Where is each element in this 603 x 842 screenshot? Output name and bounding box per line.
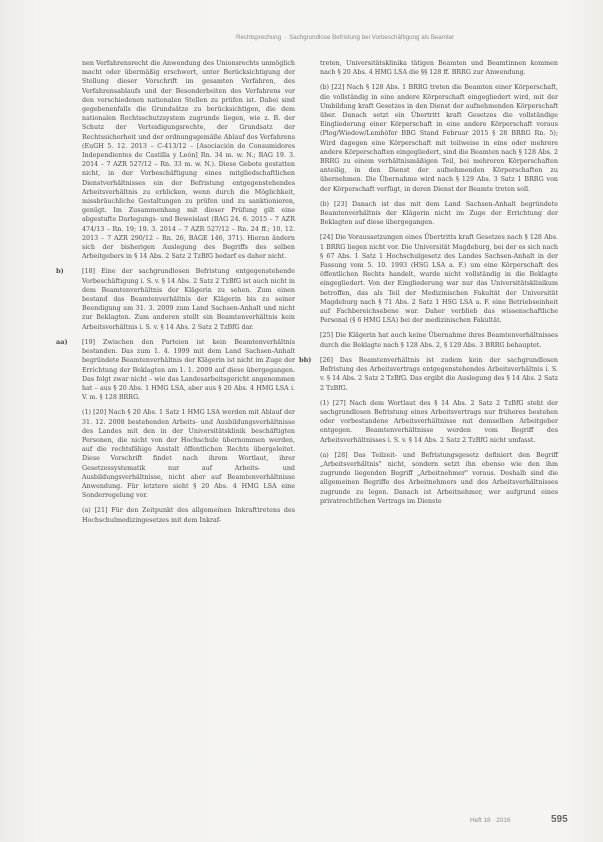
issue-label: Heft 18 · 2016 [470, 817, 511, 824]
paragraph-text: (1) [20] Nach § 20 Abs. 1 Satz 1 HMG LSA werden mit Ablauf der 31. 12. 2008 bestehenden Arbeits- und Ausbildungsverhältnisse des Landes mit den in der Universitätsklinik beschäftigten Personen, die nicht von der Hochschule übernommen werden, auf die rechtsfähige Anstalt öffentlichen Rechts übergeleitet. Diese Vorschrift findet nach ihrem Wortlaut, ihrer Gesetzessystematik nur auf Arbeits- und Ausbildungsverhältnisse, nicht aber auf Beamtenverhältnisse Anwendung. Für letztere sieht § 20 Abs. 4 HMG LSA eine Sonderregelung vor. [82, 409, 295, 500]
page-number: 595 [551, 814, 568, 825]
right-column [299, 59, 558, 512]
paragraph [82, 506, 295, 524]
paragraph [320, 83, 558, 193]
paragraph [320, 331, 558, 349]
paragraph-text: [19] Zwischen den Parteien ist kein Beamtenverhältnis bestanden. Das zum 1. 4. 1999 mit dem Land Sachsen-Anhalt begründete Beamtenverhältnis der Klägerin ist nicht im Zuge der Errichtung der Beklagten am 1. 1. 2009 auf diese übergegangen. Das folgt zwar nicht – wie das Landesarbeitsgericht angenommen hat – aus § 20 Abs. 1 HMG LSA, aber aus § 20 Abs. 4 HMG LSA i. V. m. § 128 BRRG. [82, 338, 295, 402]
paragraph-text: [18] Eine der sachgrundlosen Befristung entgegenstehende Vorbeschäftigung i. S. v. § 14 Abs. 2 Satz 2 TzBfG ist auch nicht in dem Beamtenverhältnis der Klägerin zu sehen. Zum einen bestand das Beamtenverhältnis der Klägerin bis zu seiner Beendigung am 31. 3. 2009 zum Land Sachsen-Anhalt und nicht zur Beklagten. Zum anderen stellt ein Beamtenverhältnis kein Arbeitsverhältnis i. S. v. § 14 Abs. 2 Satz 2 TzBfG dar. [82, 268, 295, 331]
paragraph [320, 399, 558, 445]
running-header [236, 34, 576, 41]
paragraph-text: nen Verfahrensrecht die Anwendung des Unionsrechts unmöglich macht oder übermäßig erschwert, unter Berücksichtigung der Stellung dieser Vorschrift im gesamten Verfahren, des Verfahrensablaufs und der Besonderheiten des Verfahrens vor den verschiedenen nationalen Stellen zu prüfen ist. Dabei sind gegebenenfalls die Grundsätze zu berücksichtigen, die dem nationalen Rechtsschutzsystem zugrunde liegen, wie z. B. der Schutz der Verteidigungsrechte, der Grundsatz der Rechtssicherheit und der ordnungsgemäße Ablauf des Verfahrens (EuGH 5. 12. 2013 – C-413/12 – [Asociación de Consumidores Independientes de Castilla y León] Rn. 34 m. w. N.; BAG 19. 3. 2014 – 7 AZR 527/12 – Rn. 33 m. w. N.). Diese Gebote gestatten nicht, in der Vorbeschäftigung eines mitgliedschaftlichen Dienstverhältnisses ein der Befristung entgegenstehendes Arbeitsverhältnis zu erblicken, wenn durch die Möglichkeit, missbräuchliche Gestaltungen zu prüfen und zu sanktionieren, genügt. Im Zusammenhang mit dieser Prüfung gilt eine abgestufte Darlegungs- und Beweislast (BAG 24. 6. 2015 – 7 AZR 474/13 – Rn. 19; 19. 3. 2014 – 7 AZR 527/12 – Rn. 24 ff.; 10. 12. 2013 – 7 AZR 290/12 – Rn. 26, BAGE 146, 371). Hieran ändern sich der bisherigen Auslegung des Begriffs des selben Arbeitgebers in § 14 Abs. 2 Satz 2 TzBfG bedarf es daher nicht. [82, 60, 295, 261]
paragraph-text: [26] Das Beamtenverhältnis ist zudem kein der sachgrundlosen Befristung des Arbeitsvertrags entgegenstehendes Arbeitsverhältnis i. S. v. § 14 Abs. 2 Satz 2 TzBfG. Das ergibt die Auslegung des § 14 Abs. 2 Satz 2 TzBfG. [320, 356, 558, 392]
paragraph [320, 59, 558, 77]
paragraph [56, 267, 295, 331]
paragraph [320, 200, 558, 228]
header-separator: · [284, 34, 287, 41]
paragraph-marker: bb) [299, 355, 312, 364]
paragraph [82, 408, 295, 500]
paragraph-text: [24] Die Voraussetzungen eines Übertritts kraft Gesetzes nach § 128 Abs. 1 BRRG liegen nicht vor. Die Universität Magdeburg, bei der es sich nach § 67 Abs. 1 Satz 1 Hochschulgesetz des Landes Sachsen-Anhalt in der Fassung vom 5. 10. 1993 (HSG LSA a. F.) um eine Körperschaft des öffentlichen Rechts handelt, wurde nicht vollständig in die Beklagte eingegliedert. Von der Eingliederung war nur das Universitätsklinikum betroffen, das als Teil der Medizinischen Fakultät der Universität Magdeburg nach § 71 Abs. 2 Satz 1 HSG LSA a. F. eine Betriebseinheit auf Fachbereichsebene war. Daher verblieb das wissenschaftliche Personal (§ 6 HMG LSA) bei der medizinischen Fakultät. [320, 234, 558, 325]
paragraph-marker: aa) [56, 337, 68, 346]
paragraph [56, 337, 295, 402]
paragraph [299, 355, 558, 393]
paragraph-text: (a) [28] Das Teilzeit- und Befristungsgesetz definiert den Begriff „Arbeitsverhältnis" nicht, sondern setzt ihn ebenso wie den ihm zugrunde liegenden Begriff „Arbeitnehmer" voraus. Deshalb sind die allgemeinen Begriffe des Arbeitnehmers und des Arbeitsverhältnisses zugrunde zu legen. Danach ist Arbeitnehmer, wer aufgrund eines privatrechtlichen Vertrags im Dienste [320, 451, 558, 505]
paragraph-marker: b) [56, 267, 64, 276]
paragraph-text: (b) [22] Nach § 128 Abs. 1 BRRG treten die Beamten einer Körperschaft, die vollständig in eine andere Körperschaft eingegliedert wird, mit der Umbildung kraft Gesetzes in den Dienst der aufnehmenden Körperschaft über. Danach setzt ein Übertritt kraft Gesetzes die vollständige Eingliederung einer Körperschaft in eine andere Körperschaft voraus (Plog/Wiedow/Lemhöfer BBG Stand Februar 2015 § 28 BRRG Rn. 5); Wird dagegen eine Körperschaft mit teilweise in eine oder mehrere andere Körperschaften eingegliedert, sind die Beamten nach § 128 Abs. 2 BRRG zu einem verhältnismäßigen Teil, bei mehreren Körperschaften anteilig, in den Dienst der aufnehmenden Körperschaften zu übernehmen. Die Übernahme wird nach § 129 Abs. 3 Satz 1 BRRG von der Körperschaft verfügt, in deren Dienst der Beamte treten soll. [320, 84, 558, 193]
paragraph-text: (a) [21] Für den Zeitpunkt des allgemeinen Inkrafttretens des Hochschulmedizingesetzes mit dem Inkraf- [82, 507, 295, 524]
paragraph-text: treten, Universitätsklinika tätigen Beamten und Beamtinnen kommen nach § 20 Abs. 4 HMG LSA die §§ 128 ff. BRRG zur Anwendung. [320, 60, 558, 77]
paragraph-text: (b) [23] Danach ist das mit dem Land Sachsen-Anhalt begründete Beamtenverhältnis der Klägerin nicht im Zuge der Errichtung der Beklagten auf diese übergegangen. [320, 200, 558, 227]
paragraph [320, 451, 558, 506]
paragraph [320, 233, 558, 325]
paragraph [82, 59, 295, 261]
paragraph-text: [25] Die Klägerin hat auch keine Übernahme ihres Beamtenverhältnisses durch die Beklagte nach § 128 Abs. 2, § 129 Abs. 3 BRRG behauptet. [320, 332, 558, 349]
left-column [56, 59, 295, 531]
header-title: Sachgrundlose Befristung bei Vorbeschäftigung als Beamter [289, 34, 455, 41]
paragraph-text: (1) [27] Nach dem Wortlaut des § 14 Abs. 2 Satz 2 TzBfG steht der sachgrundlosen Befristung eines Arbeitsvertrags nur früheres bestehen oder vorbestandene Arbeitsverhältnisse mit demselben Arbeitgeber entgegen. Beamtenverhältnisse werden vom Begriff des Arbeitsverhältnisses i. S. v. § 14 Abs. 2 Satz 2 TzBfG nicht umfasst. [320, 399, 558, 444]
header-section: Rechtsprechung [236, 34, 282, 41]
